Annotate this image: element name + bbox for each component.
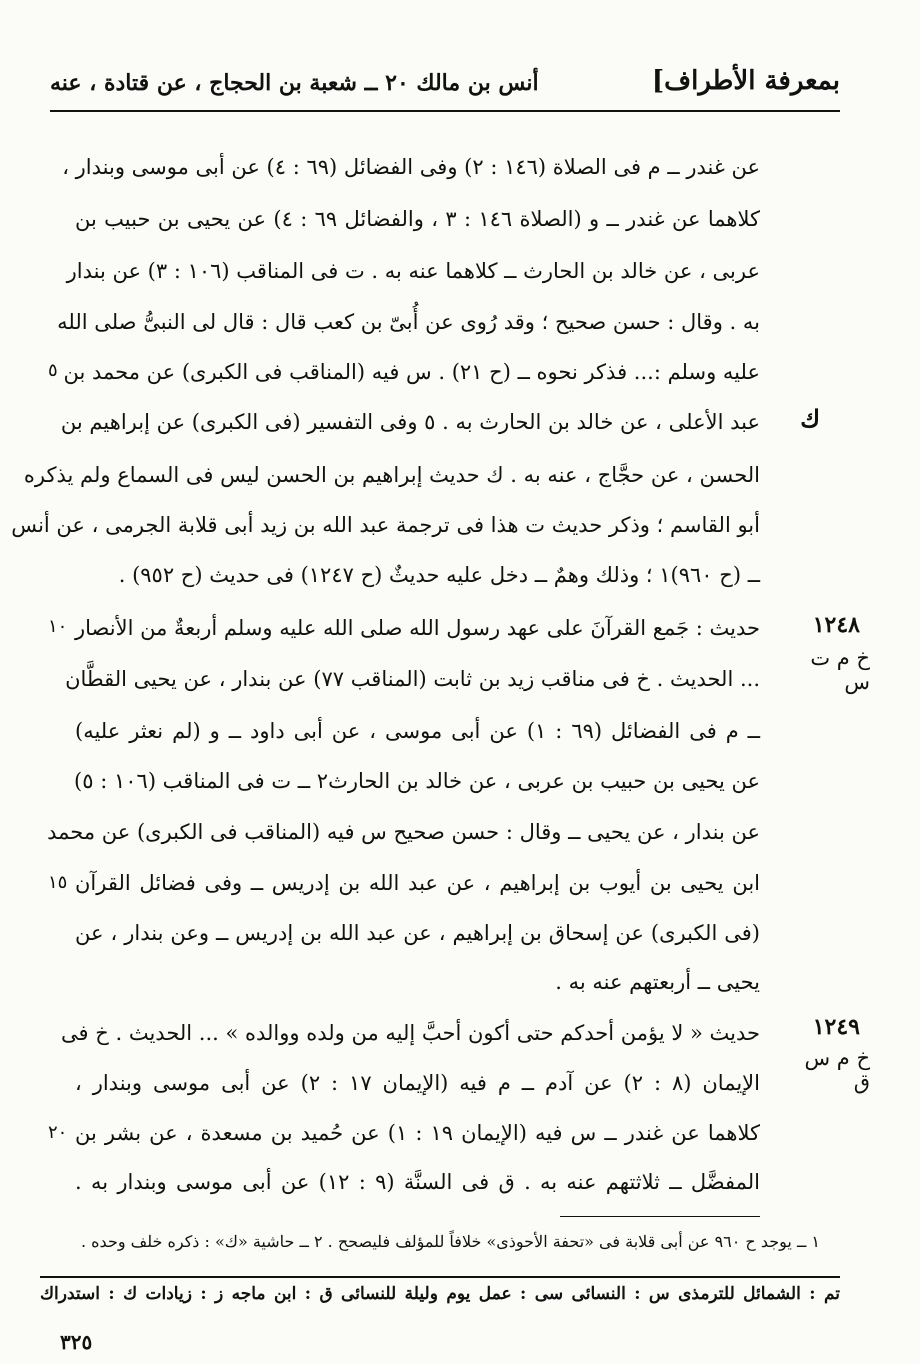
text-line: ــ م فى الفضائل (٦٩ : ١) عن أبى موسى ، عن أبى داود ــ و (لم نعثر عليه) bbox=[75, 719, 760, 743]
header-right-title: بمعرفة الأطراف] bbox=[651, 66, 840, 96]
footnote-rule bbox=[560, 1216, 760, 1217]
text-line: ابن يحيى بن أيوب بن إبراهيم ، عن عبد الله بن إدريس ــ وفى فضائل القرآن bbox=[75, 871, 760, 895]
running-header bbox=[50, 66, 840, 106]
siglum-kaf: ك bbox=[800, 404, 820, 433]
text-line: ــ (ح ٩٦٠)١ ؛ وذلك وهمٌ ــ دخل عليه حديثٌ (ح ١٢٤٧) فى حديث (ح ٩٥٢) . bbox=[118, 563, 760, 587]
text-line: أبو القاسم ؛ وذكر حديث ت هذا فى ترجمة عبد الله بن زيد أبى قلابة الجرمى ، عن أنس bbox=[11, 513, 760, 537]
hadith-1248-opening-line: حديث : جَمع القرآنَ على عهد رسول الله صلى الله عليه وسلم أربعةٌ من الأنصار bbox=[75, 616, 760, 640]
sigla-1248: خ م ت س bbox=[810, 646, 870, 694]
text-line: كلاهما عن غندر ــ و (الصلاة ١٤٦ : ٣ ، والفضائل ٦٩ : ٤) عن يحيى بن حبيب بن bbox=[75, 207, 760, 231]
text-line: ... الحديث . خ فى مناقب زيد بن ثابت (المناقب ٧٧) عن بندار ، عن يحيى القطَّان bbox=[65, 667, 760, 691]
abbreviation-legend: تم : الشمائل للترمذى س : النسائى سى : عمل يوم وليلة للنسائى ق : ابن ماجه ز : زيادات ك : استدراك bbox=[40, 1284, 840, 1304]
text-line: عن بندار ، عن يحيى ــ وقال : حسن صحيح س فيه (المناقب فى الكبرى) عن محمد bbox=[47, 820, 760, 844]
text-line: به . وقال : حسن صحيح ؛ وقد رُوى عن أُبىّ بن كعب قال : قال لى النبىُّ صلى الله bbox=[57, 310, 760, 334]
header-rule bbox=[50, 110, 840, 112]
text-line: المفضَّل ــ ثلاثتهم عنه به . ق فى السنَّة (٩ : ١٢) عن أبى موسى وبندار به . bbox=[75, 1170, 760, 1194]
text-line: الحسن ، عن حجَّاج ، عنه به . ك حديث إبراهيم بن الحسن ليس فى السماع ولم يذكره bbox=[23, 463, 760, 487]
text-line: عليه وسلم :... فذكر نحوه ــ (ح ٢١) . س فيه (المناقب فى الكبرى) عن محمد بن bbox=[63, 360, 760, 384]
text-line: كلاهما عن غندر ــ س فيه (الإيمان ١٩ : ١) عن حُميد بن مسعدة ، عن بشر بن bbox=[75, 1121, 760, 1145]
line-number-20: ٢٠ bbox=[48, 1122, 68, 1143]
text-line: عن يحيى بن حبيب بن عربى ، عن خالد بن الحارث٢ ــ ت فى المناقب (١٠٦ : ٥) bbox=[74, 769, 760, 793]
header-left-title: أنس بن مالك ٢٠ ــ شعبة بن الحجاج ، عن قتادة ، عنه bbox=[50, 70, 539, 96]
text-line: عربى ، عن خالد بن الحارث ــ كلاهما عنه به . ت فى المناقب (١٠٦ : ٣) عن بندار bbox=[66, 259, 760, 283]
text-line: (فى الكبرى) عن إسحاق بن إبراهيم ، عن عبد الله بن إدريس ــ وعن بندار ، عن bbox=[75, 921, 760, 945]
page-number: ٣٢٥ bbox=[60, 1330, 93, 1354]
entry-number-1248: ١٢٤٨ bbox=[812, 612, 860, 638]
entry-number-1249: ١٢٤٩ bbox=[812, 1014, 860, 1040]
text-line: يحيى ــ أربعتهم عنه به . bbox=[555, 970, 760, 994]
text-line: الإيمان (٨ : ٢) عن آدم ــ م فيه (الإيمان ١٧ : ٢) عن أبى موسى وبندار ، bbox=[75, 1071, 760, 1095]
hadith-1249-opening-line: حديث « لا يؤمن أحدكم حتى أكون أحبَّ إليه من ولده ووالده » ... الحديث . خ فى bbox=[61, 1021, 760, 1045]
line-number-10: ١٠ bbox=[48, 616, 68, 637]
line-number-5: ٥ bbox=[48, 360, 58, 381]
footnotes: ١ ــ يوجد ح ٩٦٠ عن أبى قلابة فى «تحفة الأحوذى» خلافاً للمؤلف فليصحح . ٢ ــ حاشية «ك» : ذكره خلف وحده . bbox=[80, 1232, 820, 1251]
line-number-15: ١٥ bbox=[48, 872, 68, 893]
legend-rule bbox=[40, 1276, 840, 1278]
sigla-1249: خ م س ق bbox=[804, 1046, 870, 1094]
text-line: عبد الأعلى ، عن خالد بن الحارث به . ٥ وفى التفسير (فى الكبرى) عن إبراهيم بن bbox=[60, 410, 760, 434]
text-line: عن غندر ــ م فى الصلاة (١٤٦ : ٢) وفى الفضائل (٦٩ : ٤) عن أبى موسى وبندار ، bbox=[62, 155, 760, 179]
